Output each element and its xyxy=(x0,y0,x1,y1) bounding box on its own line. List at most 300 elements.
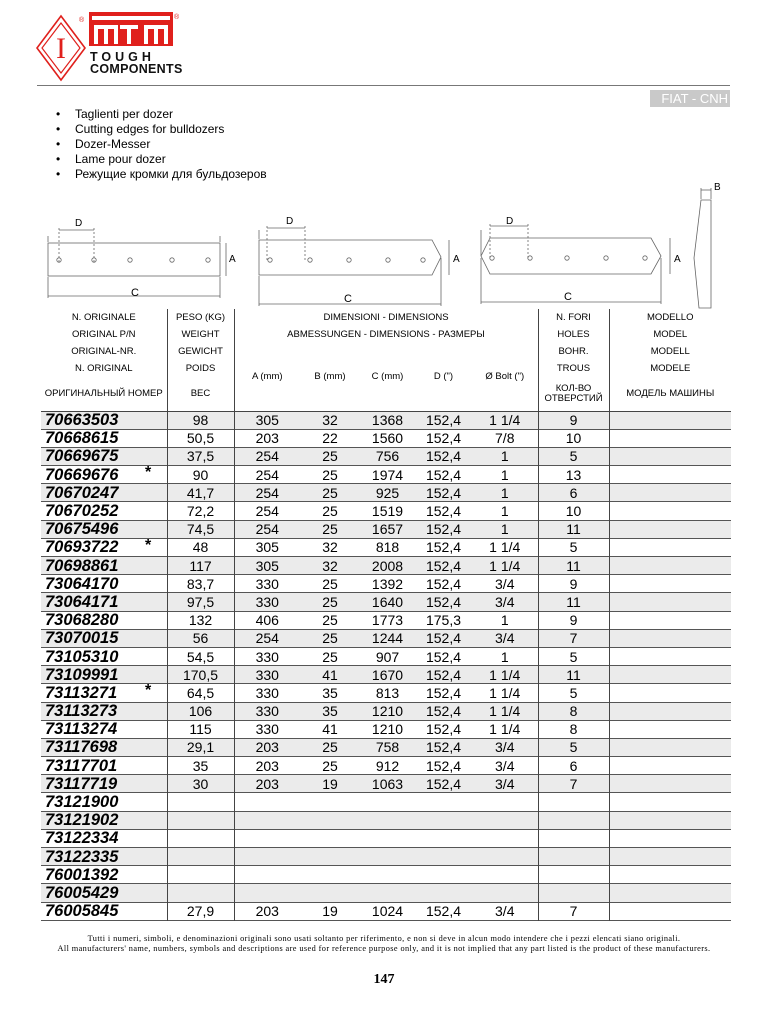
disclaimer xyxy=(38,934,730,953)
dim-d-cell: 152,4 xyxy=(425,666,462,683)
dim-d-cell: 152,4 xyxy=(425,575,462,592)
weight-cell: 41,7 xyxy=(167,484,234,502)
dim-label-c: C xyxy=(564,291,572,303)
model-cell xyxy=(609,811,731,829)
dim-c-cell: 1392 xyxy=(371,575,404,592)
weight-cell xyxy=(167,811,234,829)
bolt-cell: 1 1/4 xyxy=(472,684,538,702)
header-divider xyxy=(37,85,730,86)
dim-a-cell: 254 xyxy=(255,630,279,647)
dim-c-cell: 1519 xyxy=(371,503,404,520)
header-dimensions: DIMENSIONI - DIMENSIONS xyxy=(234,309,538,326)
dim-a-cell: 330 xyxy=(255,648,279,665)
page-header xyxy=(0,0,768,90)
holes-cell: 9 xyxy=(538,411,609,429)
header-model: MODELL xyxy=(650,345,690,357)
dim-b-cell: 25 xyxy=(322,630,338,647)
dim-c-cell: 1560 xyxy=(371,430,404,447)
part-number: 73113271 xyxy=(45,683,118,702)
weight-cell: 132 xyxy=(167,611,234,629)
dim-d-cell xyxy=(415,793,472,811)
holes-cell xyxy=(538,866,609,884)
bolt-cell: 7/8 xyxy=(472,429,538,447)
part-number-cell xyxy=(41,502,167,520)
header-pn: ORIGINAL P/N xyxy=(41,326,167,343)
dim-a-cell: 254 xyxy=(255,503,279,520)
part-number-cell xyxy=(41,902,167,920)
part-number: 70675496 xyxy=(45,520,119,539)
model-cell xyxy=(609,484,731,502)
model-cell xyxy=(609,829,731,847)
part-number: 70668615 xyxy=(45,429,119,448)
dim-a-cell xyxy=(234,811,300,829)
dim-a-cell: 254 xyxy=(255,521,279,538)
holes-cell: 11 xyxy=(538,520,609,538)
model-cell xyxy=(609,429,731,447)
weight-cell: 27,9 xyxy=(167,902,234,920)
dim-d-cell: 175,3 xyxy=(425,612,462,629)
model-cell xyxy=(609,720,731,738)
header-holes: КОЛ-ВО ОТВЕРСТИЙ xyxy=(538,377,609,411)
bolt-cell: 1 1/4 xyxy=(472,411,538,429)
dim-b-cell: 41 xyxy=(322,666,338,683)
dim-c-cell xyxy=(360,866,415,884)
diagram-side-profile xyxy=(694,188,711,308)
mtm-registered-mark: ® xyxy=(174,14,180,21)
holes-cell: 7 xyxy=(538,902,609,920)
dim-c-cell: 1670 xyxy=(371,666,404,683)
dim-a-cell: 305 xyxy=(255,412,279,429)
bolt-cell: 3/4 xyxy=(472,775,538,793)
part-number: 73117701 xyxy=(45,756,118,775)
part-number: 73109991 xyxy=(45,665,119,684)
description-item: • Cutting edges for bulldozers xyxy=(56,122,267,137)
disclaimer-italian: Tutti i numeri, simboli, e denominazioni originali sono usati soltanto per riferimento, e non si deve in alcun modo intendere che i pezzi elencati siano originali. xyxy=(87,934,681,943)
dim-d-cell xyxy=(415,811,472,829)
dim-d-cell: 152,4 xyxy=(425,721,462,738)
part-number: 73070015 xyxy=(45,629,119,648)
dim-label-a: A xyxy=(229,254,236,265)
part-number-cell xyxy=(41,611,167,629)
dim-c-cell xyxy=(360,811,415,829)
dim-c-cell: 813 xyxy=(375,684,400,701)
holes-cell: 5 xyxy=(538,647,609,665)
part-number: 73113274 xyxy=(45,720,118,739)
model-cell xyxy=(609,575,731,593)
part-number-cell xyxy=(41,593,167,611)
dim-b-cell: 25 xyxy=(322,575,338,592)
part-number-cell xyxy=(41,775,167,793)
header-pn: ORIGINAL-NR. xyxy=(41,343,167,360)
part-number: 76005429 xyxy=(45,883,119,902)
star-marker: * xyxy=(145,682,152,700)
dim-a-cell: 330 xyxy=(255,666,279,683)
model-cell xyxy=(609,538,731,556)
header-bolt: Ø Bolt (") xyxy=(472,343,538,411)
header-dimensions: ABMESSUNGEN - DIMENSIONS - РАЗМЕРЫ xyxy=(234,326,538,343)
part-number: 76005845 xyxy=(45,902,119,921)
part-number-cell xyxy=(41,757,167,775)
holes-cell: 9 xyxy=(538,611,609,629)
part-number-cell xyxy=(41,666,167,684)
holes-cell: 5 xyxy=(538,738,609,756)
part-number-cell xyxy=(41,538,167,556)
diagram-double-bevel-edge xyxy=(481,224,670,304)
table-row xyxy=(41,557,731,575)
holes-cell: 10 xyxy=(538,429,609,447)
weight-cell xyxy=(167,793,234,811)
part-number: 70663503 xyxy=(45,411,119,430)
dim-b-cell: 22 xyxy=(322,430,338,447)
table-row xyxy=(41,811,731,829)
bolt-cell xyxy=(472,829,538,847)
dim-b-cell: 25 xyxy=(322,648,338,665)
holes-cell: 7 xyxy=(538,775,609,793)
part-number: 73113273 xyxy=(45,702,118,721)
model-cell xyxy=(609,848,731,866)
dim-label-b: B xyxy=(714,182,721,193)
dim-b-cell: 19 xyxy=(322,903,338,920)
part-number-cell xyxy=(41,720,167,738)
dim-c-cell xyxy=(360,829,415,847)
dim-b-cell: 25 xyxy=(322,484,338,501)
holes-cell: 5 xyxy=(538,447,609,465)
dim-a-cell: 203 xyxy=(255,757,279,774)
bolt-cell: 3/4 xyxy=(472,757,538,775)
bolt-cell: 1 1/4 xyxy=(472,666,538,684)
holes-cell: 13 xyxy=(538,466,609,484)
part-number: 70670247 xyxy=(45,483,119,502)
header-weight: WEIGHT xyxy=(167,326,234,343)
dim-c-cell: 2008 xyxy=(371,557,404,574)
bolt-cell xyxy=(472,848,538,866)
weight-cell: 64,5 xyxy=(167,684,234,702)
header-dim-b: B (mm) xyxy=(314,370,346,382)
dim-c-cell: 925 xyxy=(375,484,400,501)
part-number-cell xyxy=(41,557,167,575)
table-row xyxy=(41,520,731,538)
dim-c-cell: 756 xyxy=(375,448,400,465)
dim-a-cell xyxy=(234,829,300,847)
dim-c-cell: 758 xyxy=(375,739,400,756)
description-item: • Taglienti per dozer xyxy=(56,107,267,122)
bolt-cell xyxy=(472,793,538,811)
table-row xyxy=(41,793,731,811)
model-cell xyxy=(609,866,731,884)
dim-a-cell: 305 xyxy=(255,539,279,556)
part-number: 73117719 xyxy=(45,774,118,793)
dim-a-cell: 203 xyxy=(255,775,279,792)
dim-a-cell: 330 xyxy=(255,684,279,701)
part-number-cell xyxy=(41,848,167,866)
model-cell xyxy=(609,793,731,811)
table-row xyxy=(41,884,731,902)
weight-cell: 37,5 xyxy=(167,447,234,465)
dim-label-d: D xyxy=(75,218,83,229)
model-cell xyxy=(609,447,731,465)
dim-c-cell: 1063 xyxy=(371,775,404,792)
weight-cell: 72,2 xyxy=(167,502,234,520)
weight-cell: 115 xyxy=(167,720,234,738)
holes-cell: 5 xyxy=(538,538,609,556)
dim-b-cell xyxy=(300,866,360,884)
dim-d-cell: 152,4 xyxy=(425,539,462,556)
diagram-one-bevel-edge xyxy=(259,226,449,306)
part-number-cell xyxy=(41,884,167,902)
table-row xyxy=(41,647,731,665)
dim-d-cell: 152,4 xyxy=(425,703,462,720)
dim-a-cell: 203 xyxy=(255,430,279,447)
part-number-cell xyxy=(41,738,167,756)
weight-cell: 54,5 xyxy=(167,647,234,665)
dim-label-a: A xyxy=(674,254,681,265)
table-row xyxy=(41,538,731,556)
description-list xyxy=(56,107,267,182)
part-number-cell xyxy=(41,484,167,502)
table-row xyxy=(41,593,731,611)
bolt-cell: 1 xyxy=(472,447,538,465)
header-pn: N. ORIGINAL xyxy=(41,360,167,377)
brand-line2: COMPONENTS xyxy=(90,62,183,76)
holes-cell: 8 xyxy=(538,720,609,738)
page-number: 147 xyxy=(373,972,395,987)
holes-cell: 6 xyxy=(538,484,609,502)
header-pn: ОРИГИНАЛЬНЫЙ НОМЕР xyxy=(41,377,167,411)
header-holes: N. FORI xyxy=(538,309,609,326)
dim-a-cell: 254 xyxy=(255,466,279,483)
model-cell xyxy=(609,902,731,920)
holes-cell: 8 xyxy=(538,702,609,720)
dim-a-cell: 406 xyxy=(255,612,279,629)
table-row xyxy=(41,411,731,429)
dim-a-cell: 330 xyxy=(255,593,279,610)
dim-d-cell: 152,4 xyxy=(425,412,462,429)
table-row xyxy=(41,757,731,775)
header-dim-a: A (mm) xyxy=(251,370,283,382)
dim-d-cell: 152,4 xyxy=(425,430,462,447)
header-model: MODEL xyxy=(653,328,688,340)
table-row xyxy=(41,848,731,866)
weight-cell xyxy=(167,829,234,847)
header-weight: PESO (KG) xyxy=(167,309,234,326)
part-number-cell xyxy=(41,629,167,647)
part-number: 73122335 xyxy=(45,847,119,866)
header-holes: BOHR. xyxy=(538,343,609,360)
model-cell xyxy=(609,593,731,611)
model-cell xyxy=(609,557,731,575)
part-number: 70669676 xyxy=(45,465,119,484)
dim-d-cell: 152,4 xyxy=(425,503,462,520)
header-weight: ВЕС xyxy=(167,377,234,411)
weight-cell: 74,5 xyxy=(167,520,234,538)
part-number-cell xyxy=(41,811,167,829)
bolt-cell: 1 xyxy=(472,520,538,538)
dim-d-cell: 152,4 xyxy=(425,648,462,665)
dim-a-cell: 330 xyxy=(255,703,279,720)
weight-cell xyxy=(167,848,234,866)
model-cell xyxy=(609,502,731,520)
dim-b-cell: 35 xyxy=(322,684,338,701)
part-number: 73122334 xyxy=(45,829,119,848)
part-number-cell xyxy=(41,520,167,538)
part-number-cell xyxy=(41,684,167,702)
dim-a-cell: 254 xyxy=(255,484,279,501)
model-cell xyxy=(609,466,731,484)
part-number: 73064170 xyxy=(45,574,119,593)
holes-cell xyxy=(538,793,609,811)
dim-label-c: C xyxy=(344,293,352,305)
dim-a-cell: 330 xyxy=(255,721,279,738)
table-row xyxy=(41,666,731,684)
dim-c-cell: 1210 xyxy=(371,703,404,720)
holes-cell: 11 xyxy=(538,593,609,611)
dim-c-cell xyxy=(360,884,415,902)
weight-cell: 83,7 xyxy=(167,575,234,593)
header-weight: GEWICHT xyxy=(167,343,234,360)
dim-b-cell: 35 xyxy=(322,703,338,720)
dim-b-cell xyxy=(300,884,360,902)
dim-c-cell: 1368 xyxy=(371,412,404,429)
header-model: МОДЕЛЬ МАШИНЫ xyxy=(626,387,715,399)
dim-c-cell: 1210 xyxy=(371,721,404,738)
dim-b-cell: 41 xyxy=(322,721,338,738)
dim-c-cell: 1024 xyxy=(371,903,404,920)
dim-a-cell: 330 xyxy=(255,575,279,592)
model-cell xyxy=(609,684,731,702)
star-marker: * xyxy=(145,464,152,482)
part-number: 73121902 xyxy=(45,811,119,830)
table-row xyxy=(41,702,731,720)
dim-label-d: D xyxy=(286,216,294,227)
dim-d-cell: 152,4 xyxy=(425,775,462,792)
dim-d-cell xyxy=(415,829,472,847)
registered-mark: ® xyxy=(79,17,85,24)
description-item: • Режущие кромки для бульдозеров xyxy=(56,167,267,182)
dim-d-cell: 152,4 xyxy=(425,903,462,920)
dim-d-cell xyxy=(415,848,472,866)
part-number: 73105310 xyxy=(45,647,119,666)
table-row xyxy=(41,684,731,702)
table-row xyxy=(41,466,731,484)
weight-cell: 50,5 xyxy=(167,429,234,447)
dim-b-cell xyxy=(300,793,360,811)
table-row xyxy=(41,429,731,447)
dim-a-cell: 203 xyxy=(255,903,279,920)
bolt-cell: 1 xyxy=(472,647,538,665)
dim-d-cell: 152,4 xyxy=(425,593,462,610)
dim-d-cell: 152,4 xyxy=(425,521,462,538)
dim-label-a: A xyxy=(453,254,460,265)
dim-c-cell: 912 xyxy=(375,757,400,774)
part-number-cell xyxy=(41,866,167,884)
dim-b-cell: 25 xyxy=(322,612,338,629)
weight-cell xyxy=(167,884,234,902)
header-model: MODELE xyxy=(650,362,691,374)
dim-b-cell xyxy=(300,829,360,847)
dim-d-cell: 152,4 xyxy=(425,739,462,756)
weight-cell: 35 xyxy=(167,757,234,775)
brand-wordmark xyxy=(90,51,183,75)
dim-a-cell xyxy=(234,884,300,902)
table-row xyxy=(41,611,731,629)
weight-cell: 98 xyxy=(167,411,234,429)
bolt-cell: 3/4 xyxy=(472,738,538,756)
dim-c-cell xyxy=(360,848,415,866)
table-row xyxy=(41,720,731,738)
dim-d-cell: 152,4 xyxy=(425,630,462,647)
cutting-edge-spec-table xyxy=(41,309,731,921)
dim-d-cell: 152,4 xyxy=(425,557,462,574)
dim-a-cell xyxy=(234,848,300,866)
weight-cell: 56 xyxy=(167,629,234,647)
dim-d-cell: 152,4 xyxy=(425,757,462,774)
weight-cell: 117 xyxy=(167,557,234,575)
part-number-cell xyxy=(41,793,167,811)
part-number: 70669675 xyxy=(45,447,119,466)
dim-c-cell: 907 xyxy=(375,648,400,665)
table-row xyxy=(41,866,731,884)
part-number: 70698861 xyxy=(45,556,119,575)
bolt-cell xyxy=(472,884,538,902)
holes-cell xyxy=(538,884,609,902)
logo-letter: I xyxy=(56,32,66,65)
part-number: 70693722 xyxy=(45,538,119,557)
dim-d-cell: 152,4 xyxy=(425,684,462,701)
diamond-logo-icon xyxy=(35,14,87,82)
weight-cell: 97,5 xyxy=(167,593,234,611)
model-cell xyxy=(609,629,731,647)
part-number-cell xyxy=(41,466,167,484)
weight-cell: 170,5 xyxy=(167,666,234,684)
weight-cell xyxy=(167,866,234,884)
bolt-cell: 3/4 xyxy=(472,575,538,593)
bolt-cell: 1 xyxy=(472,502,538,520)
dim-c-cell: 1657 xyxy=(371,521,404,538)
dim-a-cell xyxy=(234,866,300,884)
bolt-cell xyxy=(472,866,538,884)
part-number-cell xyxy=(41,575,167,593)
weight-cell: 48 xyxy=(167,538,234,556)
dim-b-cell xyxy=(300,811,360,829)
table-row xyxy=(41,629,731,647)
mtm-logo-icon xyxy=(89,12,180,50)
dim-a-cell: 305 xyxy=(255,557,279,574)
part-number: 73068280 xyxy=(45,611,119,630)
brand-line1: TOUGH xyxy=(90,50,155,64)
bolt-cell: 1 1/4 xyxy=(472,538,538,556)
model-cell xyxy=(609,611,731,629)
bolt-cell: 1 1/4 xyxy=(472,557,538,575)
bolt-cell: 3/4 xyxy=(472,902,538,920)
dim-d-cell: 152,4 xyxy=(425,448,462,465)
bolt-cell: 1 1/4 xyxy=(472,702,538,720)
dim-d-cell: 152,4 xyxy=(425,466,462,483)
holes-cell: 6 xyxy=(538,757,609,775)
holes-cell: 11 xyxy=(538,666,609,684)
weight-cell: 29,1 xyxy=(167,738,234,756)
dim-a-cell: 254 xyxy=(255,448,279,465)
dim-c-cell: 1974 xyxy=(371,466,404,483)
dim-b-cell: 25 xyxy=(322,521,338,538)
table-row xyxy=(41,738,731,756)
holes-cell: 7 xyxy=(538,629,609,647)
brand-badge: FIAT - CNH xyxy=(650,90,730,107)
table-row xyxy=(41,447,731,465)
dim-b-cell: 25 xyxy=(322,593,338,610)
model-cell xyxy=(609,884,731,902)
header-dim-d: D (") xyxy=(433,370,454,382)
part-number-cell xyxy=(41,447,167,465)
